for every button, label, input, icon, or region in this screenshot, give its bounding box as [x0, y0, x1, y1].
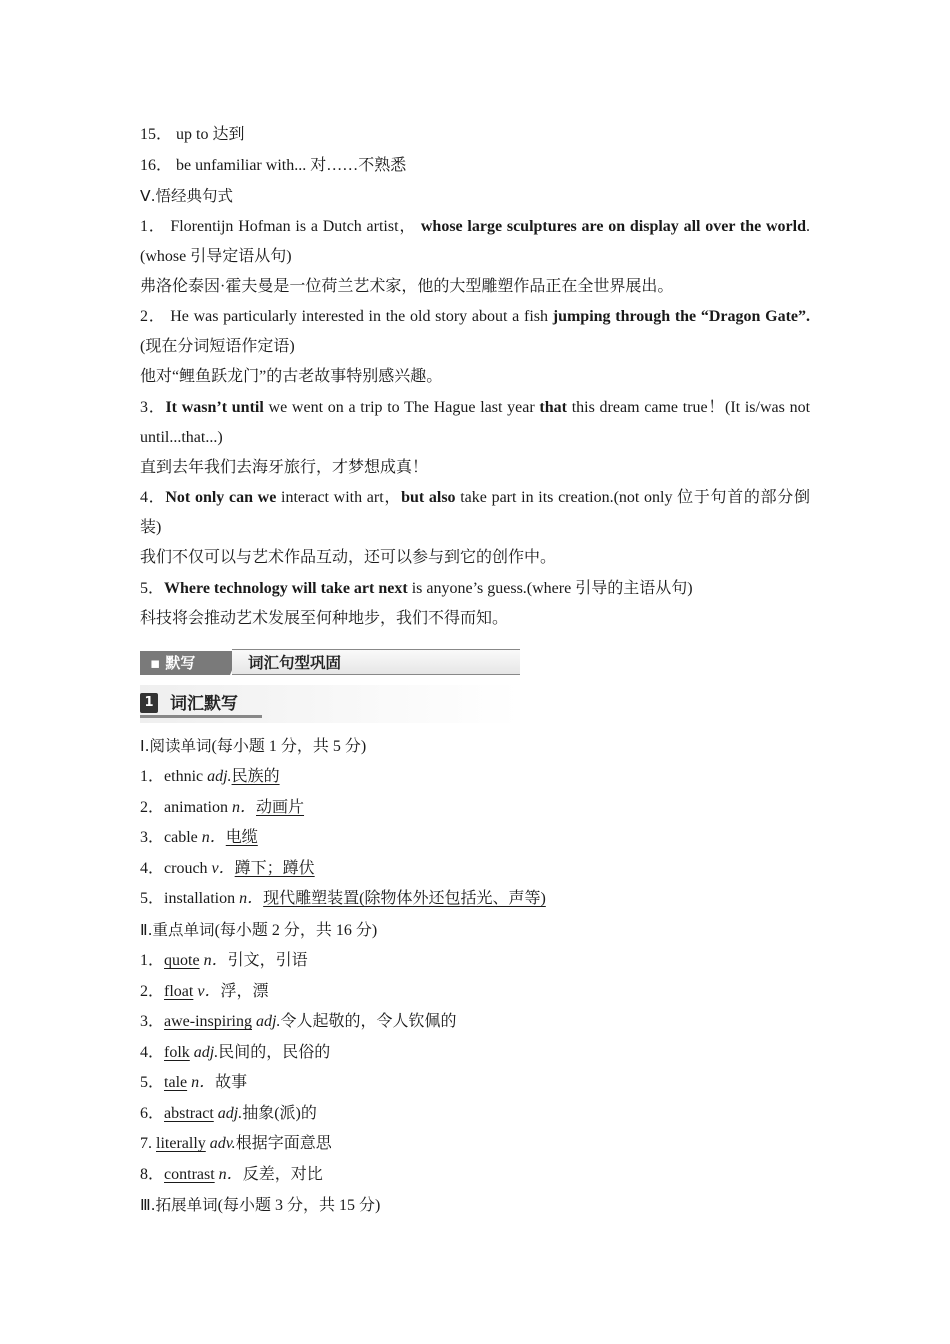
sentence-item: 2． He was particularly interested in the old story about a fish jumping through the “Dragon Gate”. (现在分词短语作定语) [140, 308, 811, 355]
vocab-item: 6．abstract adj.抽象(派)的 [140, 1104, 317, 1122]
subsection-underline [140, 715, 262, 718]
vocab-item: 8．contrast n．反差，对比 [140, 1165, 323, 1183]
banner-tab: ▪ 默写 [140, 651, 230, 675]
vocab-item: 1．quote n．引文，引语 [140, 952, 308, 969]
vocab-item: 7. literally adv.根据字面意思 [140, 1135, 332, 1152]
banner-title: 词汇句型巩固 [232, 649, 520, 675]
sentence-item: 1． Florentijn Hofman is a Dutch artist， whose large sculptures are on display all over the world.(whose 引导定语从句) [140, 217, 810, 265]
sentence-translation: 直到去年我们去海牙旅行，才梦想成真！ [140, 458, 429, 476]
phrase-en: be unfamiliar with... [176, 156, 307, 174]
part-heading: Ⅰ.阅读单词(每小题 1 分，共 5 分) [140, 736, 367, 755]
list-item: 16． be unfamiliar with... 对……不熟悉 [140, 156, 407, 174]
section-banner [140, 647, 520, 677]
item-number: 16 [140, 156, 156, 174]
phrase-zh: 达到 [212, 126, 245, 143]
sentence-translation: 弗洛伦泰因·霍夫曼是一位荷兰艺术家，他的大型雕塑作品正在全世界展出。 [140, 277, 674, 295]
subsection-label: 词汇默写 [170, 693, 238, 714]
vocab-item: 1．ethnic adj.民族的 [140, 768, 280, 785]
vocab-item: 5．installation n．现代雕塑装置(除物体外还包括光、声等) [140, 890, 546, 907]
sentence-translation: 他对“鲤鱼跃龙门”的古老故事特别感兴趣。 [140, 368, 443, 385]
subsection-number: 1 [140, 693, 158, 713]
vocab-item: 4．folk adj.民间的，民俗的 [140, 1043, 331, 1061]
sentence-translation: 我们不仅可以与艺术作品互动，还可以参与到它的创作中。 [140, 549, 557, 566]
sentence-item: 3．It wasn’t until we went on a trip to The Hague last year that this dream came true！(It is/was not until...that...) [140, 398, 811, 446]
list-item: 15． up to 达到 [140, 126, 245, 143]
part-heading: Ⅱ.重点单词(每小题 2 分，共 16 分) [140, 920, 378, 939]
phrase-en: up to [176, 126, 209, 143]
sentence-item: 5．Where technology will take art next is anyone’s guess.(where 引导的主语从句) [140, 579, 693, 597]
vocab-item: 2．animation n．动画片 [140, 798, 305, 816]
worksheet-page [140, 120, 810, 1222]
sentence-translation: 科技将会推动艺术发展至何种地步，我们不得而知。 [140, 610, 509, 627]
vocab-item: 3．cable n．电缆 [140, 829, 258, 846]
part-heading: Ⅲ.拓展单词(每小题 3 分，共 15 分) [140, 1196, 381, 1214]
vocab-item: 5．tale n．故事 [140, 1074, 248, 1091]
vocab-item: 2．float v．浮，漂 [140, 982, 269, 1000]
item-number: 15 [140, 126, 156, 143]
subsection-header [140, 685, 520, 723]
section-heading: Ⅴ.悟经典句式 [140, 187, 234, 205]
sentence-item: 4．Not only can we interact with art，but also take part in its creation.(not only 位于句首的部分倒装) [140, 489, 810, 536]
vocab-item: 3．awe-inspiring adj.令人起敬的，令人钦佩的 [140, 1013, 457, 1030]
vocab-item: 4．crouch v．蹲下；蹲伏 [140, 859, 315, 877]
phrase-zh: 对……不熟悉 [310, 156, 407, 174]
